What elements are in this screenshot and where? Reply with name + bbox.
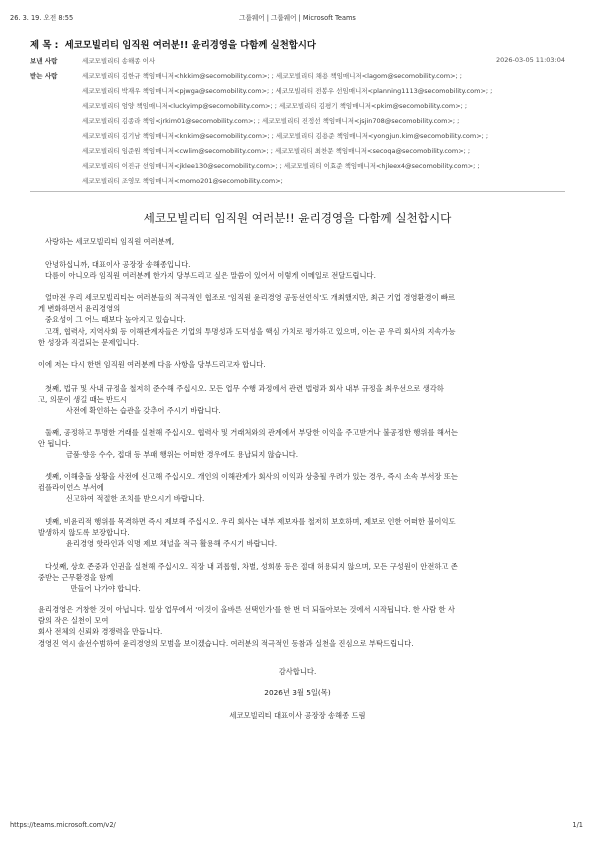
letter-paragraph: 첫째, 법규 및 사내 규정을 철저히 준수해 주십시오. 모든 업무 수행 과정에서 관련 법령과 회사 내부 규정을 최우선으로 생각하 고, 의문이 생길 때는 반드시 사전에 확인하는 습관을 갖추어 주시기 바랍니다. — [38, 384, 444, 416]
letter-paragraph: 사랑하는 세코모빌리티 임직원 여러분께, — [38, 237, 175, 246]
letter-date: 2026년 3월 5일(목) — [264, 688, 331, 697]
sender-name[interactable]: 세코모빌리티 송해종 이사 — [82, 57, 156, 65]
letter-paragraph: 둘째, 공정하고 투명한 거래를 실천해 주십시오. 협력사 및 거래처와의 관계에서 부당한 이익을 주고받거나 불공정한 행위를 해서는 안 됩니다. 금품·향응 수수, 접대 등 부패 행위는 어떠한 경우에도 용납되지 않습니다. — [38, 428, 458, 460]
print-page-title: 그룹웨어 | 그룹웨어 | Microsoft Teams — [239, 14, 356, 22]
letter-paragraph: 안녕하십니까, 대표이사 공장장 송해종입니다. 다름이 아니오라 임직원 여러분께 한가지 당부드리고 싶은 말씀이 있어서 이렇게 이메일로 전달드립니다. — [44, 260, 376, 281]
print-datetime: 26. 3. 19. 오전 8:55 — [10, 14, 74, 22]
subject-text: 세코모빌리티 임직원 여러분!! 윤리경영을 다함께 실천합시다 — [64, 40, 316, 51]
mail-subject — [30, 37, 316, 51]
letter-paragraph: 얼마전 우리 세코모빌리티는 여러분들의 적극적인 협조로 '임직원 윤리경영 공동선언식'도 개최했지만, 최근 기업 경영환경이 빠르 게 변화하면서 윤리경영의 중요성이 그 어느 때보다 높아지고 있습니다. 고객, 협력사, 지역사회 등 이해관계자들은 기업의 투명성과 도덕성을 핵심 가치로 평가하고 있으며, 이는 곧 우리 회사의 지속가능 한 성장과 직결되는 문제입니다. — [38, 293, 456, 347]
letter-signature: 세코모빌리티 대표이사 공장장 송해종 드림 — [229, 711, 366, 720]
recipient-line[interactable]: 세코모빌리티 임준원 책임매니저<cwlim@secomobility.com>; ; 세코모빌리티 최찬문 책임매니저<secoqa@secomobility.com>; ; — [82, 147, 471, 155]
footer-url: https://teams.microsoft.com/v2/ — [10, 821, 116, 829]
recipient-line[interactable]: 세코모빌리티 박재우 책임매니저<pjwga@secomobility.com>; ; 세코모빌리티 전봉우 선임매니저<planning1113@secomobility.com>; ; — [82, 87, 493, 95]
letter-paragraph: 셋째, 이해충돌 상황을 사전에 신고해 주십시오. 개인의 이해관계가 회사의 이익과 상충될 우려가 있는 경우, 즉시 소속 부서장 또는 컴플라이언스 부서에 신고하여 적절한 조치를 받으시기 바랍니다. — [38, 472, 458, 504]
letter-closing: 감사합니다. — [278, 667, 317, 676]
sender-label: 보낸 사람 — [30, 57, 58, 65]
recipient-line[interactable]: 세코모빌리티 조영모 책임매니저<momo201@secomobility.com>; — [82, 177, 283, 185]
letter-paragraph: 이에 저는 다시 한번 임직원 여러분께 다음 사항을 당부드리고자 합니다. — [38, 360, 266, 369]
letter-paragraph: 윤리경영은 거창한 것이 아닙니다. 일상 업무에서 '이것이 올바른 선택인가'를 한 번 더 되돌아보는 것에서 시작됩니다. 한 사람 한 사 람의 작은 실천이 모여 회사 전체의 신뢰와 경쟁력을 만듭니다. 경영진 역시 솔선수범하여 윤리경영의 모범을 보이겠습니다. 여러분의 적극적인 동참과 실천을 진심으로 부탁드립니다. — [38, 605, 455, 648]
recipients-label: 받는 사람 — [30, 72, 58, 80]
recipient-line[interactable]: 세코모빌리티 김한규 책임매니저<hkkim@secomobility.com>; ; 세코모빌리티 채용 책임매니저<lagom@secomobility.com>; ; — [82, 72, 462, 80]
recipient-line[interactable]: 세코모빌리티 김기남 책임매니저<knkim@secomobility.com>; ; 세코모빌리티 김용준 책임매니저<yongjun.kim@secomobility.com>; ; — [82, 132, 489, 140]
recipient-line[interactable]: 세코모빌리티 이진규 선임매니저<jklee130@secomobility.com>; ; 세코모빌리티 이효준 책임매니저<hjleex4@secomobility.com>; ; — [82, 162, 480, 170]
recipient-line[interactable]: 세코모빌리티 김종라 책임<jrkim01@secomobility.com>; ; 세코모빌리티 진정선 책임매니저<jsjin708@secomobility.com>; ; — [82, 117, 460, 125]
letter-paragraph: 넷째, 비윤리적 행위를 목격하면 즉시 제보해 주십시오. 우리 회사는 내부 제보자를 철저히 보호하며, 제보로 인한 어떠한 불이익도 발생하지 않도록 보장합니다. 윤리경영 핫라인과 익명 제보 채널을 적극 활용해 주시기 바랍니다. — [38, 517, 456, 549]
subject-label: 제 목 : — [30, 40, 59, 51]
page-number: 1/1 — [572, 821, 583, 829]
mail-date: 2026-03-05 11:03:04 — [495, 56, 565, 64]
letter-title: 세코모빌리티 임직원 여러분!! 윤리경영을 다함께 실천합시다 — [143, 211, 452, 225]
recipient-line[interactable]: 세코모빌리티 엄양 책임매니저<luckyimp@secomobility.com>; ; 세코모빌리티 김평기 책임매니저<pkim@secomobility.com>; ; — [82, 102, 468, 110]
letter-paragraph: 다섯째, 상호 존중과 인권을 실천해 주십시오. 직장 내 괴롭힘, 차별, 성희롱 등은 절대 허용되지 않으며, 모든 구성원이 안전하고 존 중받는 근무환경을 함께 만들어 나가야 합니다. — [38, 562, 458, 594]
header-divider — [30, 191, 565, 192]
